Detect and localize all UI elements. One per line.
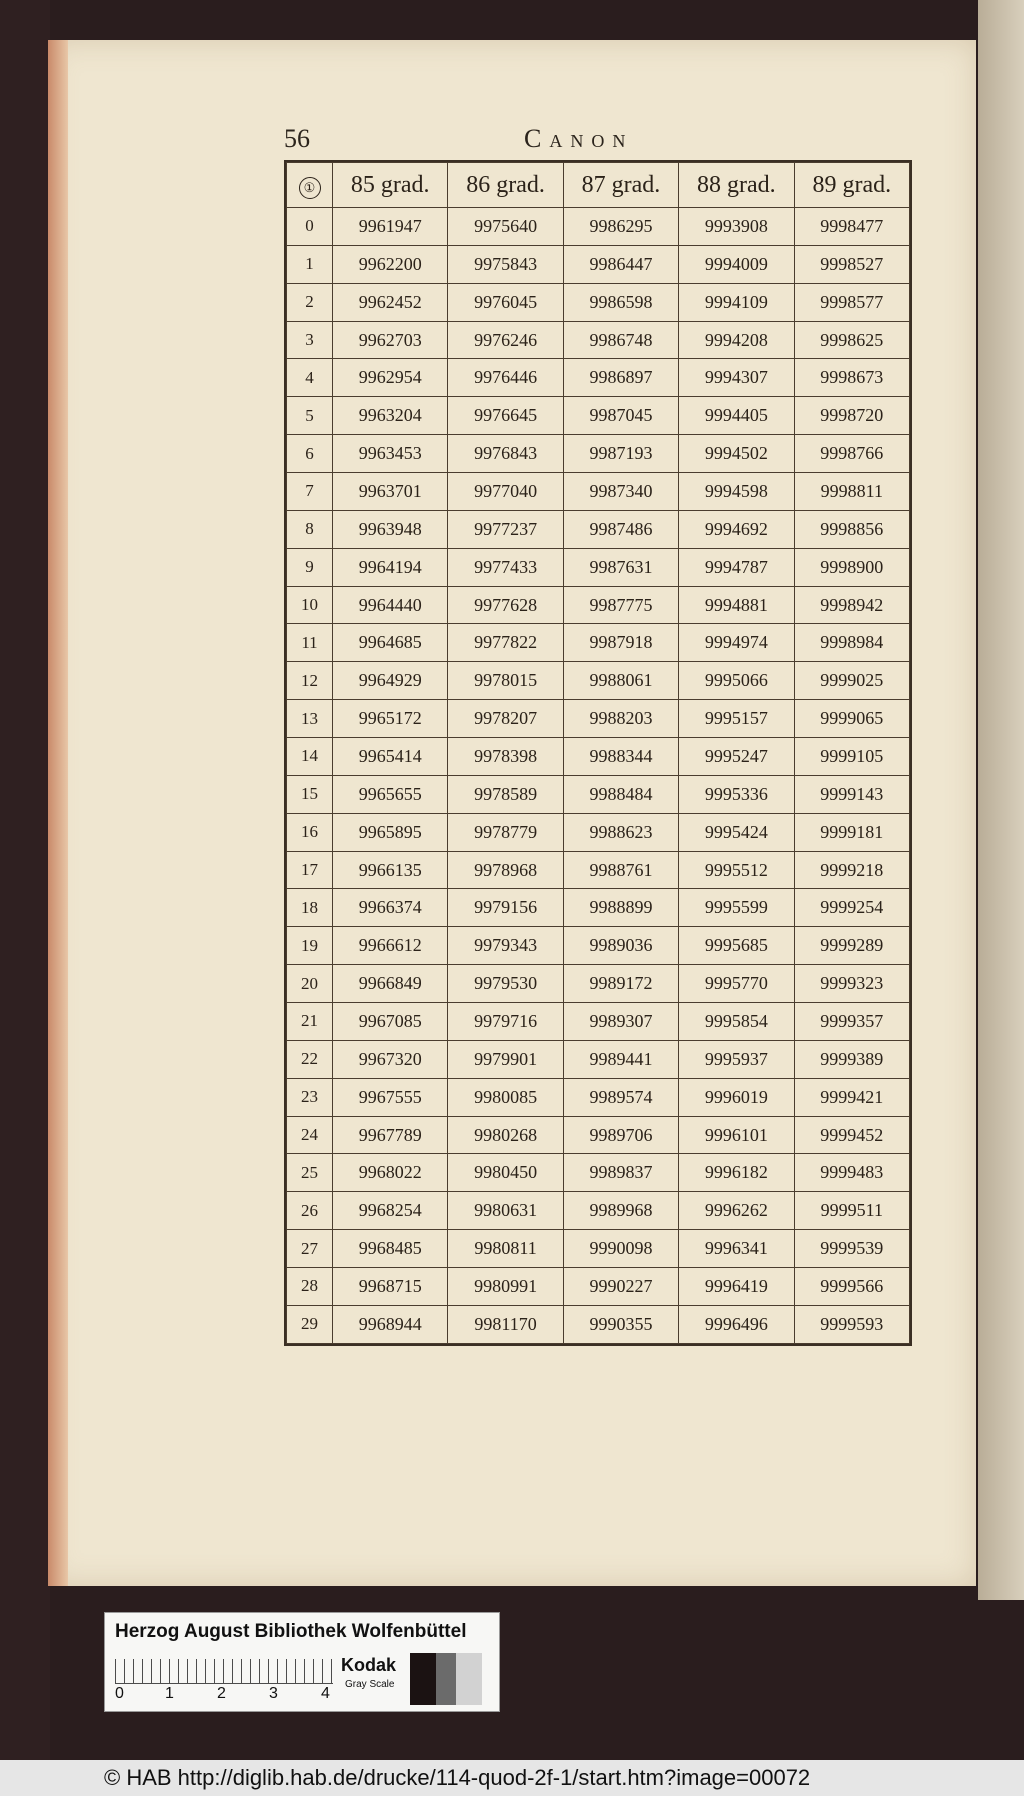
kodak-brand: Kodak	[341, 1655, 397, 1675]
minute-cell: 23	[287, 1078, 333, 1116]
value-cell: 9986748	[563, 321, 678, 359]
value-cell: 9968485	[333, 1230, 448, 1268]
minute-cell: 10	[287, 586, 333, 624]
value-cell: 9987340	[563, 473, 678, 511]
value-cell: 9976843	[448, 435, 563, 473]
value-cell: 9962200	[333, 245, 448, 283]
minute-cell: 2	[287, 283, 333, 321]
table-row	[287, 321, 910, 359]
corner-cell	[287, 163, 333, 208]
minute-cell: 5	[287, 397, 333, 435]
value-cell: 9996419	[679, 1268, 794, 1306]
value-cell: 9976645	[448, 397, 563, 435]
value-cell: 9998527	[794, 245, 909, 283]
column-header: 89 grad.	[794, 163, 909, 208]
page-edge	[48, 40, 68, 1586]
value-cell: 9976246	[448, 321, 563, 359]
value-cell: 9998811	[794, 473, 909, 511]
value-cell: 9963701	[333, 473, 448, 511]
table-row	[287, 208, 910, 246]
value-cell: 9964440	[333, 586, 448, 624]
value-cell: 9987631	[563, 548, 678, 586]
value-cell: 9993908	[679, 208, 794, 246]
value-cell: 9999593	[794, 1305, 909, 1343]
value-cell: 9965172	[333, 700, 448, 738]
value-cell: 9977040	[448, 473, 563, 511]
value-cell: 9998673	[794, 359, 909, 397]
minute-cell: 26	[287, 1192, 333, 1230]
table-row	[287, 283, 910, 321]
value-cell: 9999452	[794, 1116, 909, 1154]
value-cell: 9975640	[448, 208, 563, 246]
value-cell: 9977433	[448, 548, 563, 586]
value-cell: 9967789	[333, 1116, 448, 1154]
table-row	[287, 965, 910, 1003]
column-header: 85 grad.	[333, 163, 448, 208]
table-body	[287, 208, 910, 1344]
table-row	[287, 245, 910, 283]
value-cell: 9978207	[448, 700, 563, 738]
gray-scale-label: Gray Scale	[345, 1679, 395, 1690]
footer-bar	[0, 1760, 1024, 1796]
value-cell: 9998720	[794, 397, 909, 435]
table-row	[287, 813, 910, 851]
minute-cell: 12	[287, 662, 333, 700]
minute-cell: 1	[287, 245, 333, 283]
table-row	[287, 435, 910, 473]
value-cell: 9964929	[333, 662, 448, 700]
value-cell: 9976446	[448, 359, 563, 397]
value-cell: 9995336	[679, 775, 794, 813]
value-cell: 9994692	[679, 510, 794, 548]
value-cell: 9965895	[333, 813, 448, 851]
value-cell: 9966849	[333, 965, 448, 1003]
value-cell: 9977628	[448, 586, 563, 624]
value-cell: 9999105	[794, 738, 909, 776]
value-cell: 9978398	[448, 738, 563, 776]
value-cell: 9989837	[563, 1154, 678, 1192]
value-cell: 9986295	[563, 208, 678, 246]
value-cell: 9966612	[333, 927, 448, 965]
value-cell: 9989172	[563, 965, 678, 1003]
page-number: 56	[284, 124, 310, 153]
value-cell: 9995685	[679, 927, 794, 965]
value-cell: 9996019	[679, 1078, 794, 1116]
table-row	[287, 1154, 910, 1192]
value-cell: 9990098	[563, 1230, 678, 1268]
value-cell: 9963453	[333, 435, 448, 473]
value-cell: 9968715	[333, 1268, 448, 1306]
value-cell: 9995157	[679, 700, 794, 738]
table-row	[287, 1230, 910, 1268]
gray-swatch-light	[456, 1653, 482, 1705]
value-cell: 9978779	[448, 813, 563, 851]
value-cell: 9965414	[333, 738, 448, 776]
column-header: 88 grad.	[679, 163, 794, 208]
value-cell: 9998477	[794, 208, 909, 246]
value-cell: 9998625	[794, 321, 909, 359]
value-cell: 9981170	[448, 1305, 563, 1343]
value-cell: 9994405	[679, 397, 794, 435]
value-cell: 9979156	[448, 889, 563, 927]
table-row	[287, 359, 910, 397]
table-row	[287, 473, 910, 511]
minute-cell: 28	[287, 1268, 333, 1306]
value-cell: 9999566	[794, 1268, 909, 1306]
value-cell: 9986598	[563, 283, 678, 321]
value-cell: 9995424	[679, 813, 794, 851]
value-cell: 9968254	[333, 1192, 448, 1230]
table-row	[287, 1116, 910, 1154]
value-cell: 9962703	[333, 321, 448, 359]
value-cell: 9986447	[563, 245, 678, 283]
minute-cell: 4	[287, 359, 333, 397]
background-left	[0, 0, 50, 1760]
value-cell: 9999289	[794, 927, 909, 965]
value-cell: 9999143	[794, 775, 909, 813]
value-cell: 9994881	[679, 586, 794, 624]
minute-cell: 25	[287, 1154, 333, 1192]
table-row	[287, 624, 910, 662]
table-row	[287, 548, 910, 586]
value-cell: 9989706	[563, 1116, 678, 1154]
value-cell: 9978589	[448, 775, 563, 813]
value-cell: 9963204	[333, 397, 448, 435]
value-cell: 9996262	[679, 1192, 794, 1230]
value-cell: 9966135	[333, 851, 448, 889]
value-cell: 9979901	[448, 1040, 563, 1078]
minute-cell: 18	[287, 889, 333, 927]
value-cell: 9998900	[794, 548, 909, 586]
table-row	[287, 1040, 910, 1078]
adjacent-page-edge	[978, 0, 1024, 1600]
value-cell: 9987193	[563, 435, 678, 473]
value-cell: 9988484	[563, 775, 678, 813]
value-cell: 9999421	[794, 1078, 909, 1116]
value-cell: 9988344	[563, 738, 678, 776]
value-cell: 9998856	[794, 510, 909, 548]
value-cell: 9988899	[563, 889, 678, 927]
value-cell: 9980631	[448, 1192, 563, 1230]
minute-cell: 7	[287, 473, 333, 511]
value-cell: 9979343	[448, 927, 563, 965]
value-cell: 9996101	[679, 1116, 794, 1154]
library-name: Herzog August Bibliothek Wolfenbüttel	[115, 1621, 467, 1642]
value-cell: 9996341	[679, 1230, 794, 1268]
value-cell: 9990227	[563, 1268, 678, 1306]
value-cell: 9989968	[563, 1192, 678, 1230]
table-row	[287, 510, 910, 548]
value-cell: 9963948	[333, 510, 448, 548]
value-cell: 9979716	[448, 1003, 563, 1041]
table-row	[287, 662, 910, 700]
table-row	[287, 851, 910, 889]
minute-cell: 27	[287, 1230, 333, 1268]
value-cell: 9964194	[333, 548, 448, 586]
minute-cell: 21	[287, 1003, 333, 1041]
value-cell: 9990355	[563, 1305, 678, 1343]
running-title: Canon	[524, 124, 634, 153]
canon-table	[286, 162, 910, 1344]
table-row	[287, 738, 910, 776]
minute-cell: 13	[287, 700, 333, 738]
value-cell: 9968022	[333, 1154, 448, 1192]
value-cell: 9980268	[448, 1116, 563, 1154]
value-cell: 9961947	[333, 208, 448, 246]
value-cell: 9999065	[794, 700, 909, 738]
value-cell: 9995512	[679, 851, 794, 889]
copyright-url[interactable]: © HAB http://diglib.hab.de/drucke/114-quod-2f-1/start.htm?image=00072	[104, 1765, 811, 1790]
minute-symbol: ①	[299, 177, 321, 199]
minute-cell: 17	[287, 851, 333, 889]
minute-cell: 16	[287, 813, 333, 851]
value-cell: 9994009	[679, 245, 794, 283]
value-cell: 9989574	[563, 1078, 678, 1116]
value-cell: 9967555	[333, 1078, 448, 1116]
scale-ruler	[115, 1659, 333, 1684]
column-header: 87 grad.	[563, 163, 678, 208]
value-cell: 9962452	[333, 283, 448, 321]
table-row	[287, 889, 910, 927]
gray-swatch-mid	[436, 1653, 456, 1705]
minute-cell: 24	[287, 1116, 333, 1154]
value-cell: 9994787	[679, 548, 794, 586]
value-cell: 9964685	[333, 624, 448, 662]
value-cell: 9987045	[563, 397, 678, 435]
minute-cell: 11	[287, 624, 333, 662]
value-cell: 9999539	[794, 1230, 909, 1268]
library-label-card	[104, 1612, 500, 1712]
value-cell: 9999511	[794, 1192, 909, 1230]
value-cell: 9989036	[563, 927, 678, 965]
value-cell: 9980811	[448, 1230, 563, 1268]
value-cell: 9999389	[794, 1040, 909, 1078]
table-row	[287, 1003, 910, 1041]
table-row	[287, 1192, 910, 1230]
value-cell: 9994598	[679, 473, 794, 511]
value-cell: 9986897	[563, 359, 678, 397]
value-cell: 9999323	[794, 965, 909, 1003]
value-cell: 9995599	[679, 889, 794, 927]
value-cell: 9965655	[333, 775, 448, 813]
value-cell: 9977822	[448, 624, 563, 662]
minute-cell: 20	[287, 965, 333, 1003]
value-cell: 9995066	[679, 662, 794, 700]
value-cell: 9987918	[563, 624, 678, 662]
value-cell: 9994208	[679, 321, 794, 359]
value-cell: 9995247	[679, 738, 794, 776]
value-cell: 9998766	[794, 435, 909, 473]
value-cell: 9995854	[679, 1003, 794, 1041]
table-row	[287, 1268, 910, 1306]
minute-cell: 0	[287, 208, 333, 246]
ruler-number: 1	[165, 1685, 174, 1702]
minute-cell: 9	[287, 548, 333, 586]
minute-cell: 8	[287, 510, 333, 548]
value-cell: 9999181	[794, 813, 909, 851]
value-cell: 9976045	[448, 283, 563, 321]
column-header: 86 grad.	[448, 163, 563, 208]
ruler-number: 3	[269, 1685, 278, 1702]
table-row	[287, 927, 910, 965]
value-cell: 9999483	[794, 1154, 909, 1192]
value-cell: 9980450	[448, 1154, 563, 1192]
ruler-number: 2	[217, 1685, 226, 1702]
value-cell: 9994502	[679, 435, 794, 473]
minute-cell: 3	[287, 321, 333, 359]
value-cell: 9996496	[679, 1305, 794, 1343]
table-header-row	[287, 163, 910, 208]
value-cell: 9999357	[794, 1003, 909, 1041]
canon-table-frame	[284, 160, 912, 1346]
ruler-number: 0	[115, 1685, 124, 1702]
value-cell: 9978015	[448, 662, 563, 700]
value-cell: 9988623	[563, 813, 678, 851]
value-cell: 9989441	[563, 1040, 678, 1078]
page-header	[284, 118, 924, 158]
minute-cell: 14	[287, 738, 333, 776]
value-cell: 9987775	[563, 586, 678, 624]
value-cell: 9989307	[563, 1003, 678, 1041]
table-row	[287, 775, 910, 813]
table-row	[287, 397, 910, 435]
value-cell: 9977237	[448, 510, 563, 548]
minute-cell: 15	[287, 775, 333, 813]
value-cell: 9966374	[333, 889, 448, 927]
value-cell: 9962954	[333, 359, 448, 397]
value-cell: 9988761	[563, 851, 678, 889]
value-cell: 9967085	[333, 1003, 448, 1041]
value-cell: 9979530	[448, 965, 563, 1003]
gray-swatch-dark	[410, 1653, 436, 1705]
value-cell: 9980085	[448, 1078, 563, 1116]
value-cell: 9999025	[794, 662, 909, 700]
minute-cell: 22	[287, 1040, 333, 1078]
value-cell: 9987486	[563, 510, 678, 548]
value-cell: 9996182	[679, 1154, 794, 1192]
value-cell: 9998577	[794, 283, 909, 321]
minute-cell: 19	[287, 927, 333, 965]
value-cell: 9998984	[794, 624, 909, 662]
value-cell: 9995937	[679, 1040, 794, 1078]
table-row	[287, 700, 910, 738]
value-cell: 9995770	[679, 965, 794, 1003]
value-cell: 9988203	[563, 700, 678, 738]
minute-cell: 29	[287, 1305, 333, 1343]
value-cell: 9999254	[794, 889, 909, 927]
value-cell: 9980991	[448, 1268, 563, 1306]
value-cell: 9994974	[679, 624, 794, 662]
ruler-numbers	[115, 1685, 345, 1705]
value-cell: 9988061	[563, 662, 678, 700]
value-cell: 9967320	[333, 1040, 448, 1078]
value-cell: 9975843	[448, 245, 563, 283]
table-row	[287, 1305, 910, 1343]
value-cell: 9999218	[794, 851, 909, 889]
value-cell: 9978968	[448, 851, 563, 889]
table-row	[287, 1078, 910, 1116]
value-cell: 9994109	[679, 283, 794, 321]
ruler-number: 4	[321, 1685, 330, 1702]
table-row	[287, 586, 910, 624]
value-cell: 9998942	[794, 586, 909, 624]
value-cell: 9968944	[333, 1305, 448, 1343]
value-cell: 9994307	[679, 359, 794, 397]
minute-cell: 6	[287, 435, 333, 473]
